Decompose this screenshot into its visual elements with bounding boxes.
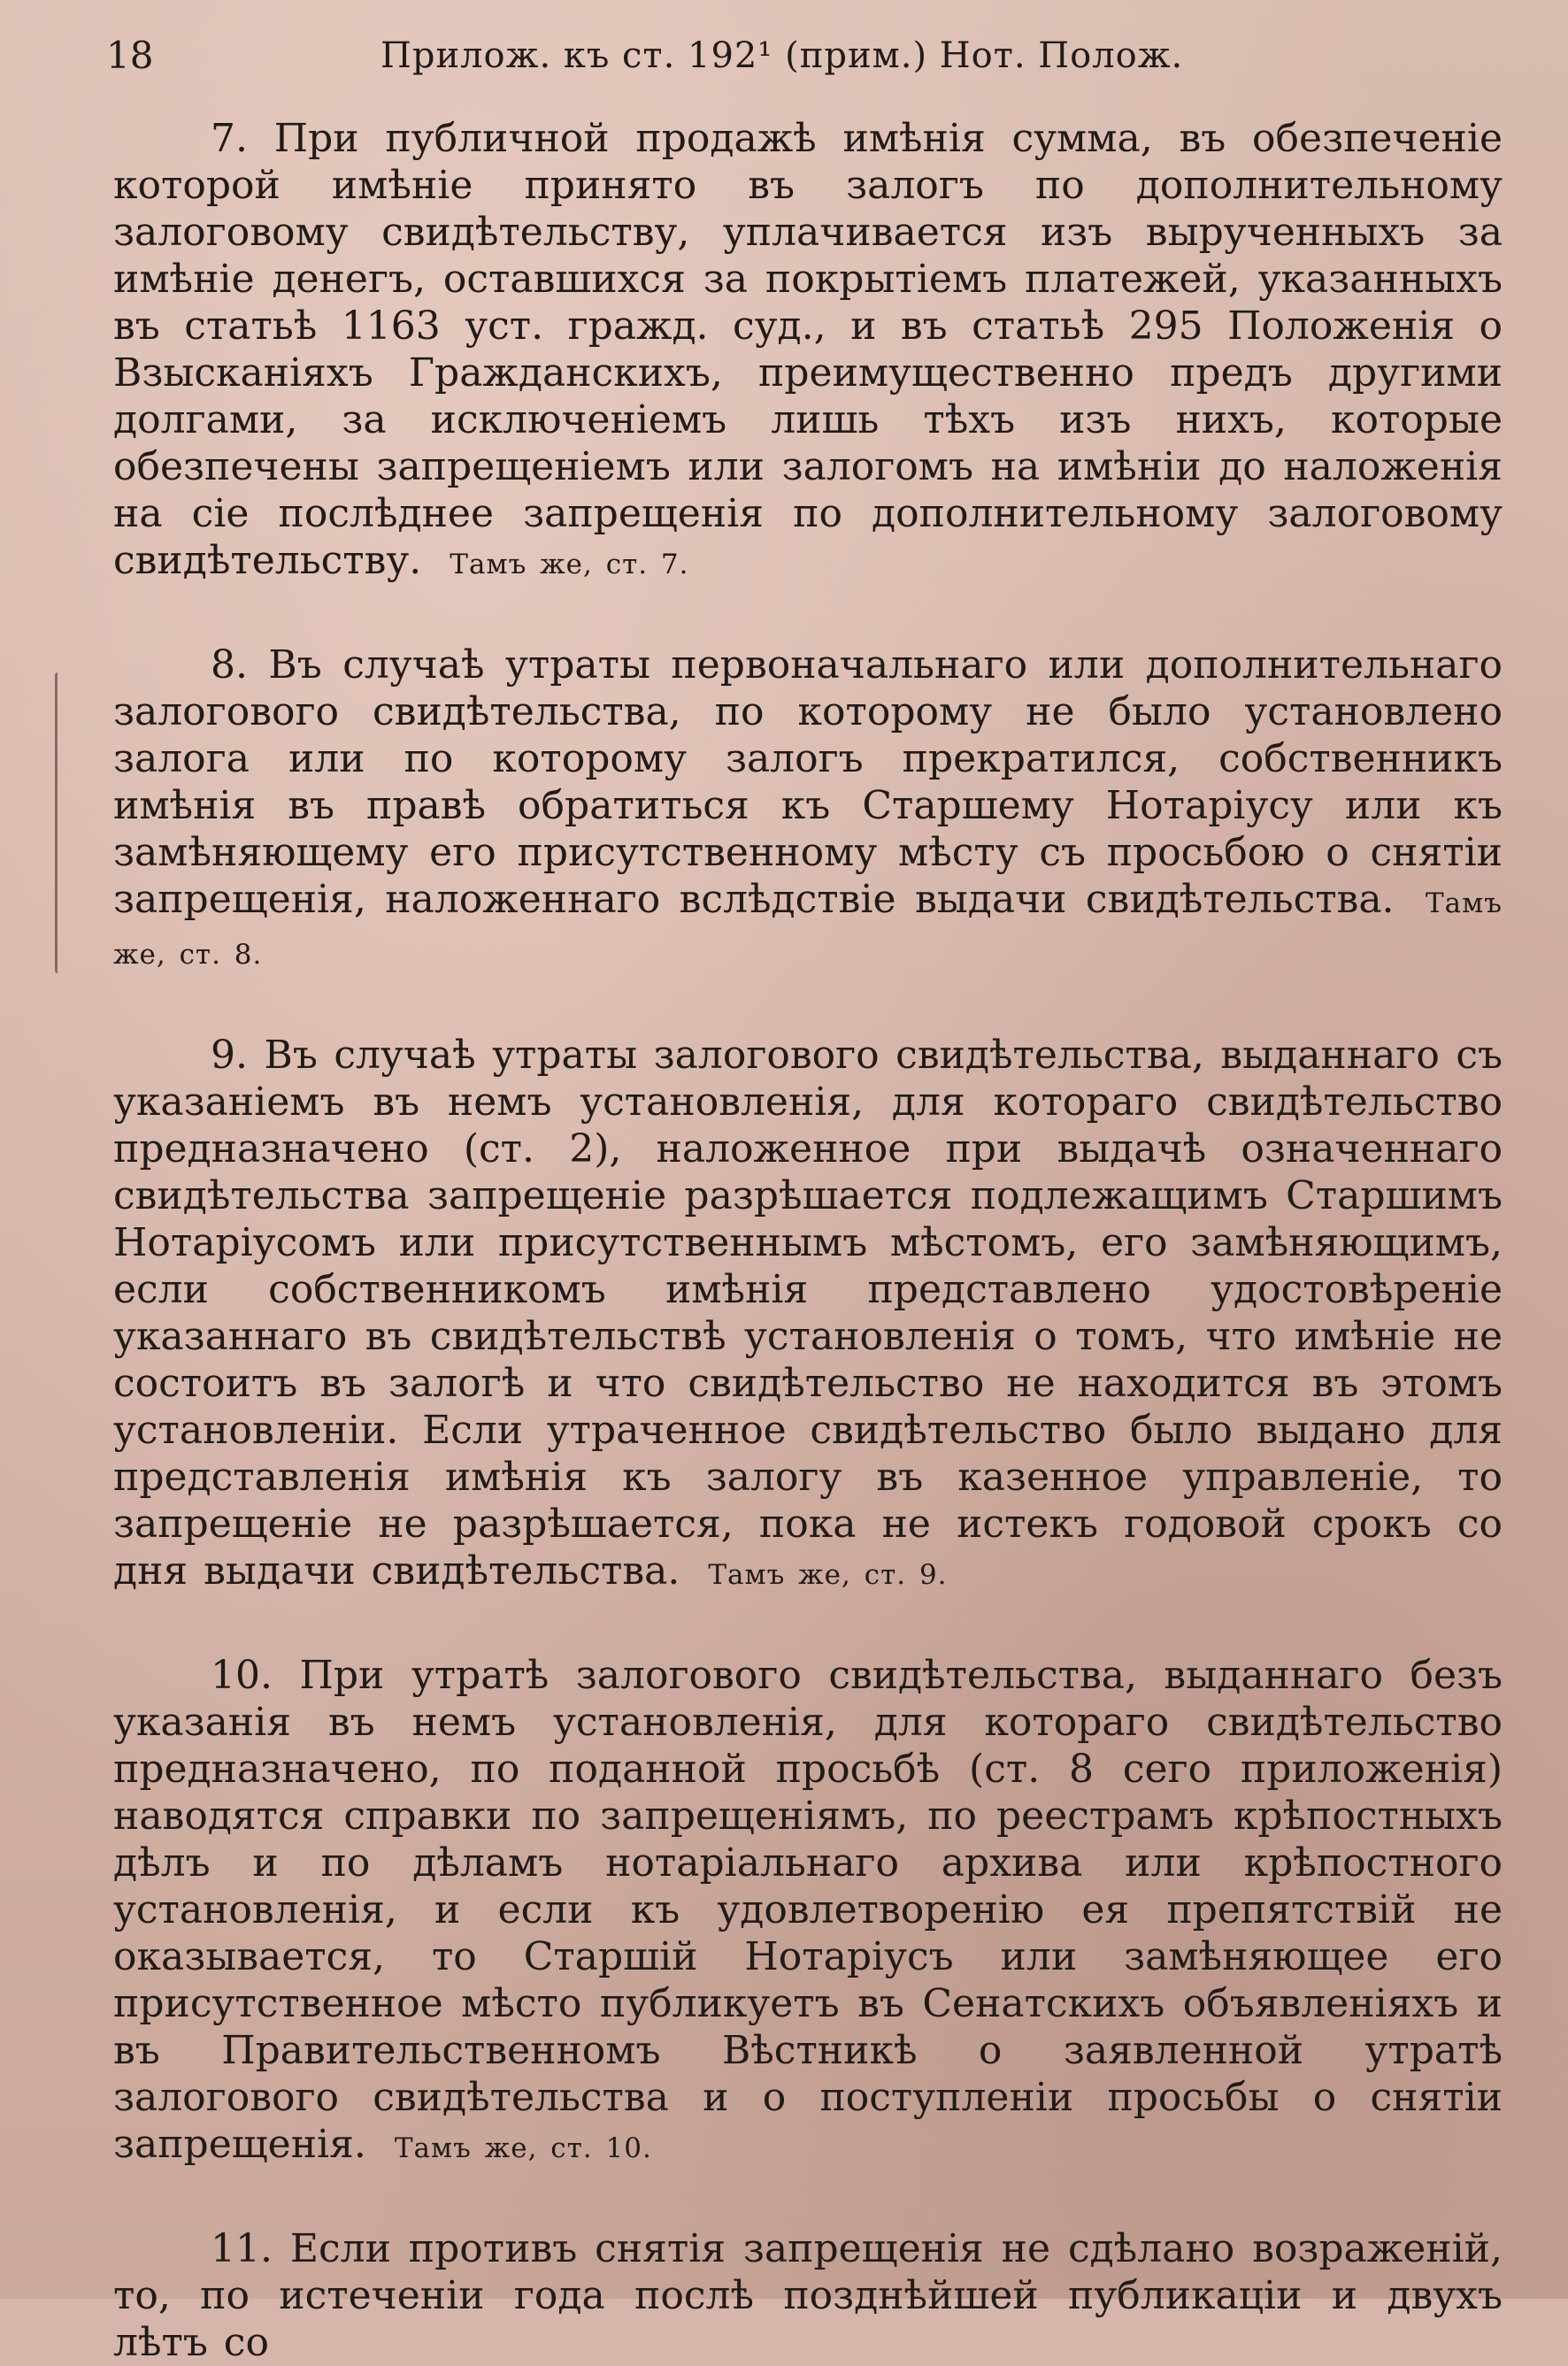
page-header xyxy=(106,28,1504,90)
source-reference: Тамъ же, ст. 7. xyxy=(450,549,689,580)
paragraph-text: 11. Если противъ снятія запрещенія не сдѣлано возраженій, то, по истеченіи года послѣ позднѣйшей публикаціи и двухъ лѣтъ со xyxy=(113,2226,1503,2365)
page-body xyxy=(113,115,1503,2366)
paragraph-text: 7. При публичной продажѣ имѣнія сумма, въ обезпеченіе которой имѣніе принято въ залогъ по дополнительному залоговому свидѣтельству, уплачивается изъ вырученныхъ за имѣніе денегъ, оставшихся за покрытіемъ платежей, указанныхъ въ статьѣ 1163 уст. гражд. суд., и въ статьѣ 295 Положенія о Взысканіяхъ Гражданскихъ, преимущественно предъ другими долгами, за исключеніемъ лишь тѣхъ изъ нихъ, которые обезпечены запрещеніемъ или залогомъ на имѣніи до наложенія на сіе послѣднее запрещенія по дополнительному залоговому свидѣтельству. xyxy=(113,116,1503,583)
running-title: Прилож. къ ст. 192¹ (прим.) Нот. Полож. xyxy=(380,35,1184,76)
article-paragraph-8 xyxy=(113,641,1503,979)
source-reference: Тамъ же, ст. 10. xyxy=(394,2132,652,2164)
paragraph-text: 8. Въ случаѣ утраты первоначальнаго или дополнительнаго залогового свидѣтельства, по которому не было установлено залога или по которому залогъ прекратился, собственникъ имѣнія въ правѣ обратиться къ Старшему Нотаріусу или къ замѣняющему его присутственному мѣсту съ просьбою о снятіи запрещенія, наложеннаго вслѣдствіе выдачи свидѣтельства. xyxy=(113,642,1503,922)
article-paragraph-11 xyxy=(113,2225,1503,2366)
article-paragraph-9 xyxy=(113,1032,1503,1599)
article-paragraph-7 xyxy=(113,115,1503,588)
page-number: 18 xyxy=(106,34,154,77)
article-paragraph-10 xyxy=(113,1652,1503,2172)
paragraph-text: 10. При утратѣ залогового свидѣтельства, выданнаго безъ указанія въ немъ установленія, для котораго свидѣтельство предназначено, по поданной просьбѣ (ст. 8 сего приложенія) наводятся справки по запрещеніямъ, по реестрамъ крѣпостныхъ дѣлъ и по дѣламъ нотаріальнаго архива или крѣпостного установленія, и если къ удовлетворенію ея препятствій не оказывается, то Старшій Нотаріусъ или замѣняющее его присутственное мѣсто публикуетъ въ Сенатскихъ объявленіяхъ и въ Правительственномъ Вѣстникѣ о заявленной утратѣ залогового свидѣтельства и о поступленіи просьбы о снятіи запрещенія. xyxy=(113,1653,1503,2167)
source-reference: Тамъ же, ст. 9. xyxy=(708,1559,948,1591)
source-reference: Тамъ же, ст. 8. xyxy=(113,887,1503,971)
paragraph-text: 9. Въ случаѣ утраты залогового свидѣтельства, выданнаго съ указаніемъ въ немъ установленія, для котораго свидѣтельство предназначено (ст. 2), наложенное при выдачѣ означеннаго свидѣтельства запрещеніе разрѣшается подлежащимъ Старшимъ Нотаріусомъ или присутственнымъ мѣстомъ, его замѣняющимъ, если собственникомъ имѣнія представлено удостовѣреніе указаннаго въ свидѣтельствѣ установленія о томъ, что имѣніе не состоитъ въ залогѣ и что свидѣтельство не находится въ этомъ установленіи. Если утраченное свидѣтельство было выдано для представленія имѣнія къ залогу въ казенное управленіе, то запрещеніе не разрѣшается, пока не истекъ годовой срокъ со дня выдачи свидѣтельства. xyxy=(113,1033,1503,1594)
margin-pencil-mark xyxy=(55,672,63,973)
